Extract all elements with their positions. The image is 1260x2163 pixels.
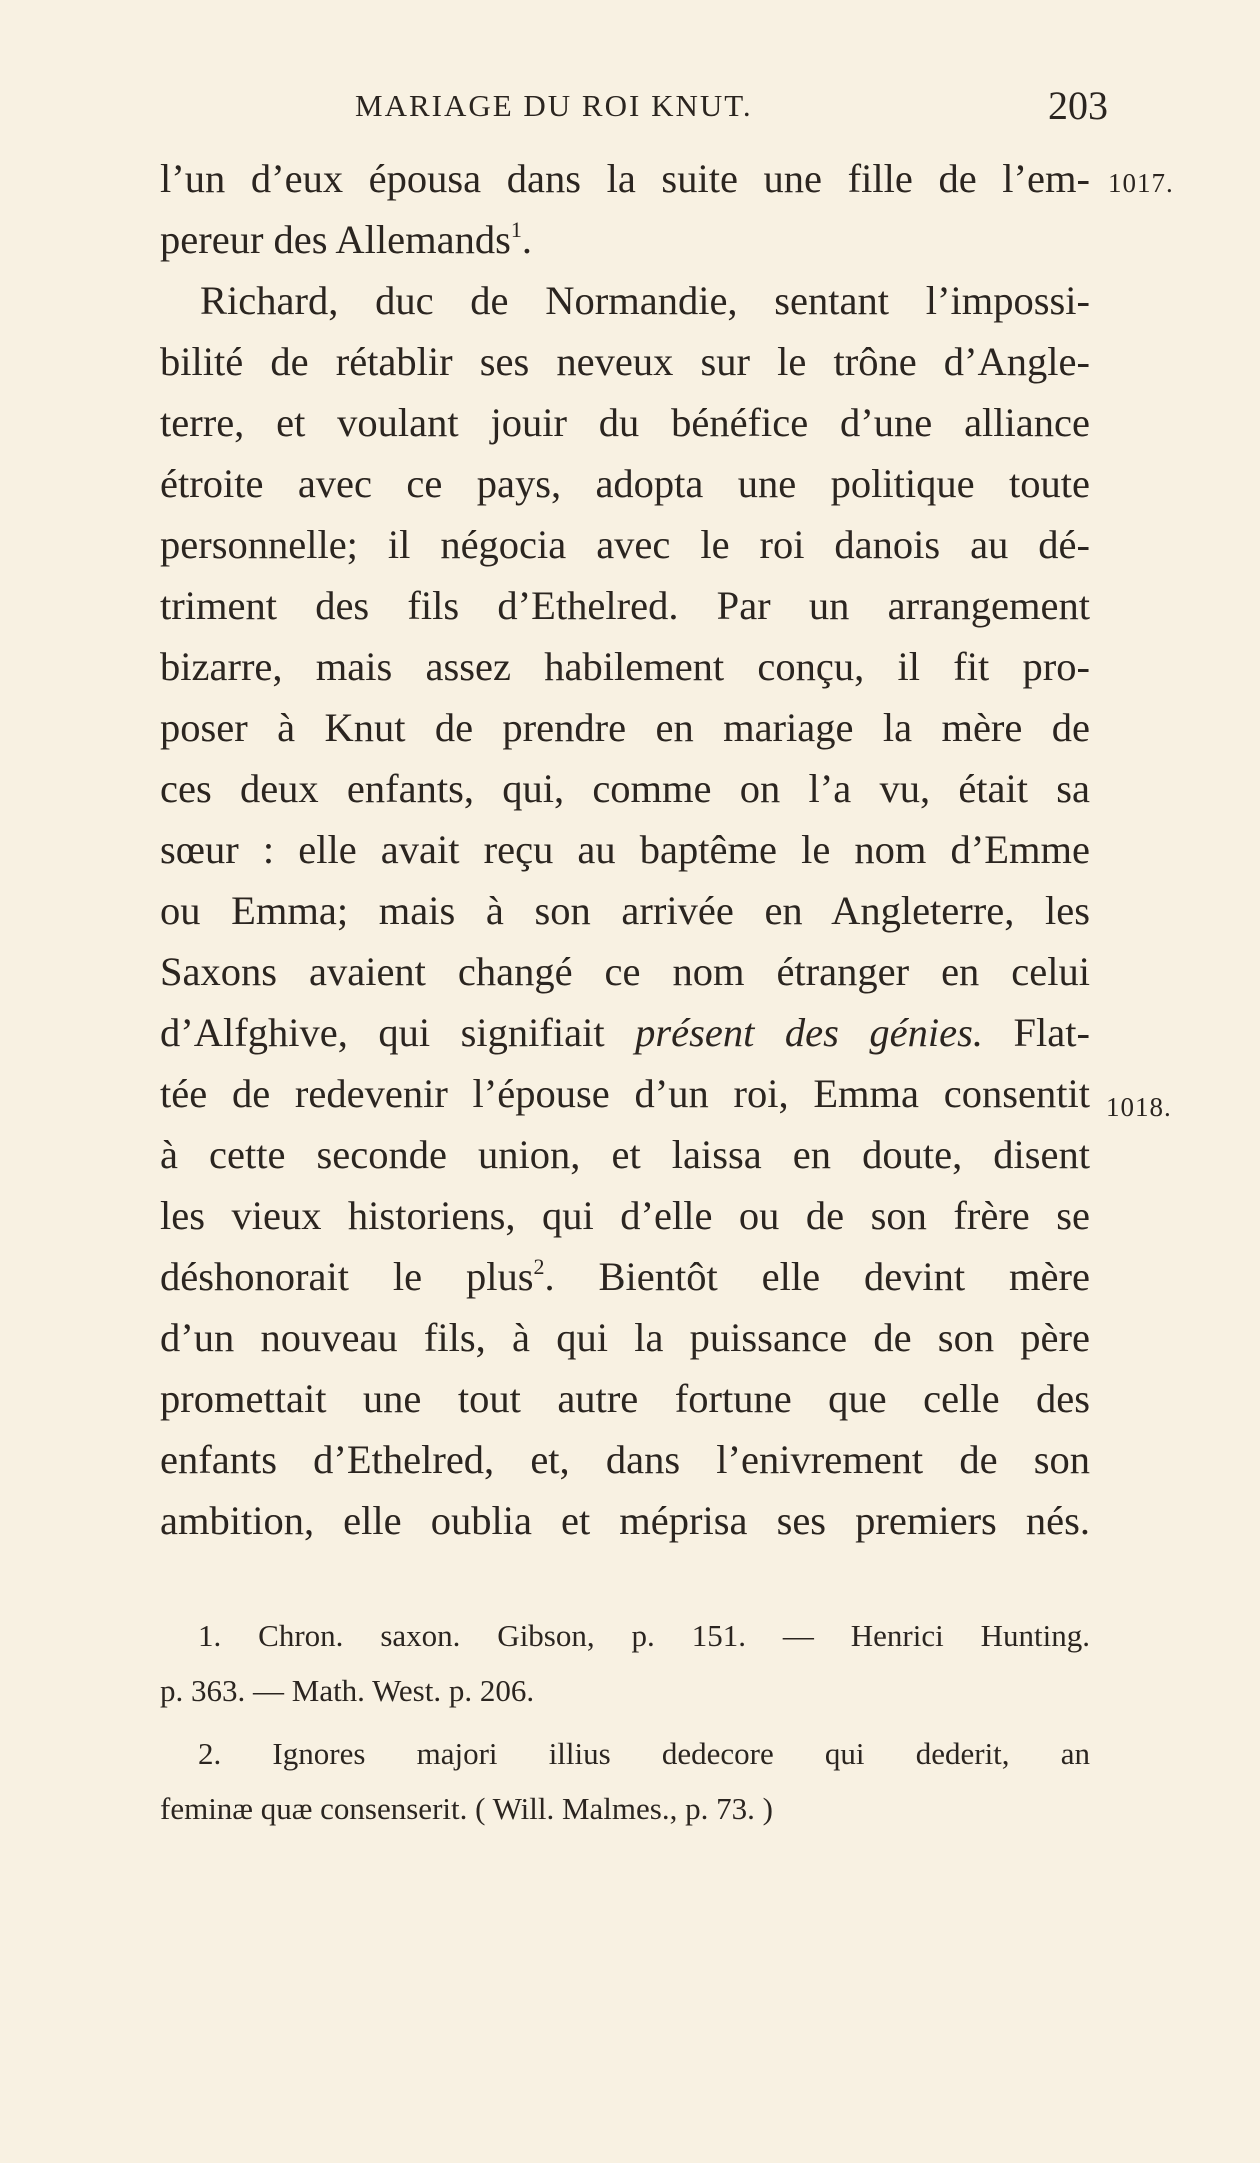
footnote-ref: 1 — [510, 217, 522, 242]
body-line: bilité de rétablir ses neveux sur le trône d’Angle- — [160, 339, 1090, 384]
body-line: bizarre, mais assez habilement conçu, il fit pro- — [160, 644, 1090, 689]
margin-year-1018: 1018. — [1106, 1092, 1172, 1122]
body-line — [160, 209, 1090, 270]
body-line: terre, et voulant jouir du bénéfice d’une alliance — [160, 400, 1090, 445]
body-line: à cette seconde union, et laissa en doute, disent — [160, 1132, 1090, 1177]
page-number: 203 — [1048, 83, 1108, 128]
running-header-title: MARIAGE DU ROI KNUT. — [355, 88, 753, 123]
body-line-text: déshonorait le plus — [160, 1254, 534, 1299]
body-line: les vieux historiens, qui d’elle ou de son frère se — [160, 1193, 1090, 1238]
body-line: personnelle; il négocia avec le roi danois au dé- — [160, 522, 1090, 567]
body-line-text: . Bientôt elle devint mère — [544, 1254, 1090, 1299]
footnote-2-line-1: 2. Ignores majori illius dedecore qui dederit, an — [198, 1736, 1090, 1771]
body-line: ambition, elle oublia et méprisa ses premiers nés. — [160, 1498, 1090, 1543]
body-line: enfants d’Ethelred, et, dans l’enivrement de son — [160, 1437, 1090, 1482]
body-line: sœur : elle avait reçu au baptême le nom d’Emme — [160, 827, 1090, 872]
margin-year-1017: 1017. — [1108, 168, 1174, 198]
body-line: poser à Knut de prendre en mariage la mère de — [160, 705, 1090, 750]
body-line-text: Flat- — [1013, 1010, 1091, 1055]
body-line: l’un d’eux épousa dans la suite une fille de l’em- — [160, 156, 1090, 201]
body-line: ou Emma; mais à son arrivée en Angleterre, les — [160, 888, 1090, 933]
body-line: étroite avec ce pays, adopta une politique toute — [160, 461, 1090, 506]
body-line: Saxons avaient changé ce nom étranger en celui — [160, 949, 1090, 994]
body-line — [160, 1002, 1090, 1063]
footnote-1-line-1: 1. Chron. saxon. Gibson, p. 151. — Henrici Hunting. — [198, 1618, 1090, 1653]
body-line-text: d’Alfghive, qui signifiait — [160, 1010, 605, 1055]
body-line: tée de redevenir l’épouse d’un roi, Emma consentit — [160, 1071, 1090, 1116]
body-line: Richard, duc de Normandie, sentant l’impossi- — [200, 278, 1090, 323]
body-line: ces deux enfants, qui, comme on l’a vu, était sa — [160, 766, 1090, 811]
footnotes — [160, 1608, 1090, 1836]
body-line: promettait une tout autre fortune que celle des — [160, 1376, 1090, 1421]
footnote-1-line-2: p. 363. — Math. West. p. 206. — [160, 1673, 535, 1708]
footnote-ref: 2 — [533, 1254, 545, 1279]
italic-phrase: présent des génies. — [635, 1010, 983, 1055]
body-line: triment des fils d’Ethelred. Par un arrangement — [160, 583, 1090, 628]
body-text — [160, 148, 1090, 1551]
body-line — [160, 1246, 1090, 1307]
body-line-punct: . — [521, 217, 533, 262]
body-line-text: pereur des Allemands — [160, 217, 511, 262]
body-line: d’un nouveau fils, à qui la puissance de son père — [160, 1315, 1090, 1360]
footnote-2-line-2: feminæ quæ consenserit. ( Will. Malmes., p. 73. ) — [160, 1791, 773, 1826]
